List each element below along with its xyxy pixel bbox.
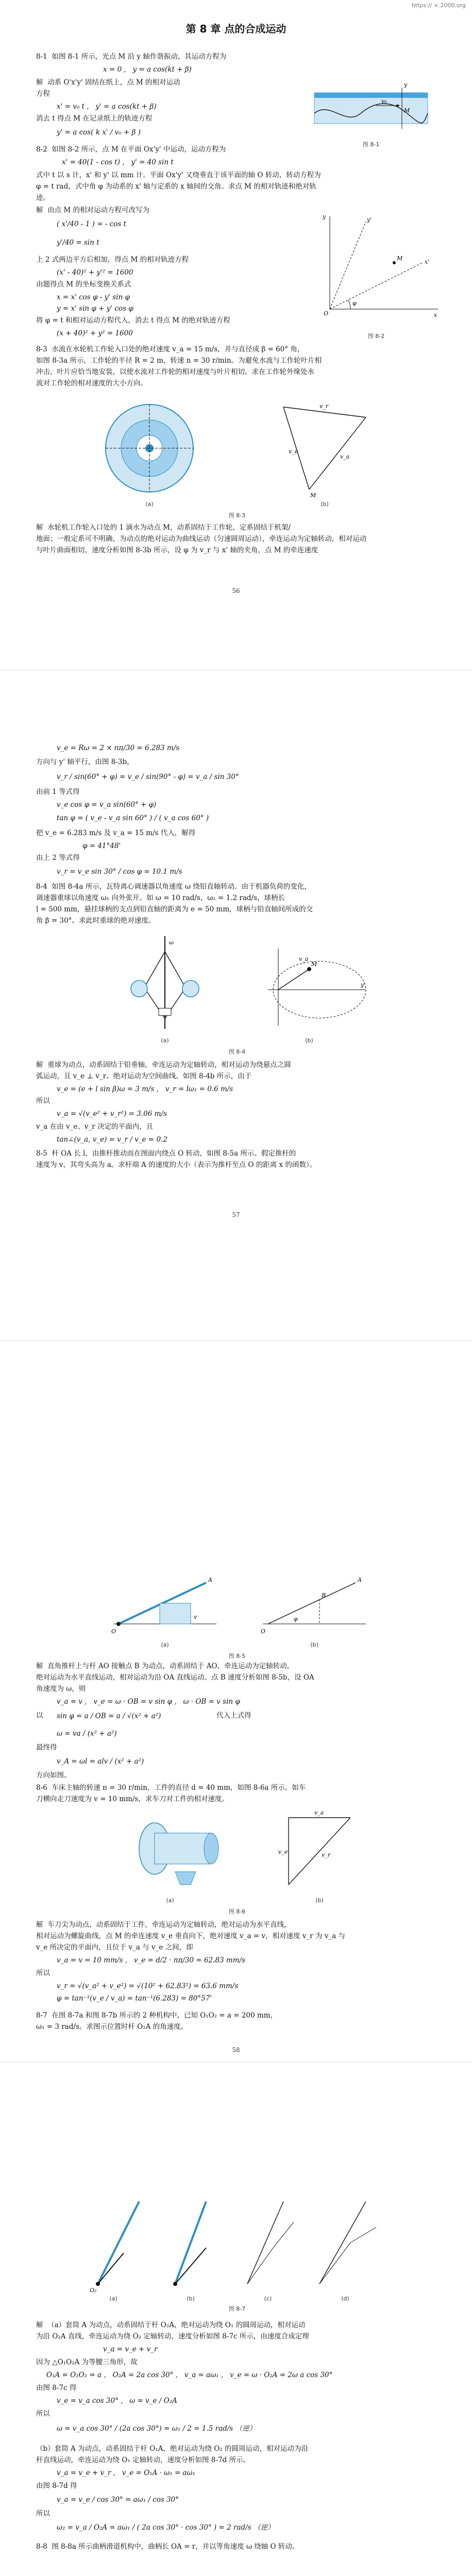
equation: v_e = v_a cos 30° , ω = v_e / O₂A <box>57 2397 177 2405</box>
equation: ( x'/40 - 1 ) = - cos t <box>57 220 126 228</box>
svg-text:y: y <box>404 81 408 88</box>
text-line: 角 β = 30°。求此时重球的绝对速度。 <box>36 917 156 925</box>
solution-text: （b）套筒 A 为动点，动系固结于杆 O₁A，绝对运动为绕 O₂ 的圆周运动，相对运动为沿 <box>36 2445 309 2453</box>
svg-text:y: y <box>323 213 326 220</box>
equation: x = 0 , y = a cos(kt + β) <box>103 65 192 74</box>
text-line: 由上 2 等式得 <box>36 854 80 862</box>
svg-text:A: A <box>208 1577 212 1583</box>
equation: v_a = v = 10 mm/s , v_e = d/2 · nπ/30 = 62.83 mm/s <box>57 1956 245 1964</box>
text-line: 与叶片曲面相切，速度分析如图 8-3b 所示，设 φ 为 v_r 与 x' 轴的夹角，点 M 的牵连速度 <box>36 546 318 554</box>
figure-8-4b <box>247 938 371 1031</box>
text-line: v_a 在由 v_e、v_r 决定的平面内，且 <box>36 1123 153 1131</box>
problem-8-3: 8-3 水流在水轮机工作轮入口处的绝对速度 v_a = 15 m/s，并与直径成 β = 60° 角， <box>36 345 305 353</box>
equation: v_r = v_e sin 30° / cos φ = 10.1 m/s <box>57 868 182 876</box>
equation: v_a = v_e + v_r , v_e = O₁A · ω₁ = aω₁ <box>57 2469 196 2477</box>
problem-8-1: 8-1 如图 8-1 所示，光点 M 沿 y 轴作谐振动，其运动方程为 <box>36 53 227 61</box>
caption-sub: (a) <box>161 1037 169 1044</box>
equation: ω₂ = v_a / O₂A = aω₁ / ( 2a cos 30° · cos 30° ) = 2 rad/s （逆） <box>57 2523 275 2532</box>
svg-text:O₂: O₂ <box>90 2287 97 2294</box>
text-line: 方程 <box>36 90 50 98</box>
problem-8-5: 8-5 杆 OA 长 l，由推杆推动而在图面内绕点 O 转动，如图 8-5a 所示。假定推杆的 <box>36 1149 296 1158</box>
svg-text:ω: ω <box>169 939 174 946</box>
problem-8-4: 8-4 如图 8-4a 所示，瓦特离心调速器以角速度 ω 绕铅直轴转动。由于机器负荷的变化， <box>36 883 311 891</box>
equation: v_e cos φ = v_a sin(60° + φ) <box>57 801 157 809</box>
caption-sub: (a) <box>145 501 154 507</box>
text-line: 最终得 <box>36 1743 57 1752</box>
text-line: 消去 t 得点 M 在记录纸上的轨迹方程 <box>36 114 153 123</box>
solution-text: 解 动系 O'x'y' 固结在纸上，点 M 的相对运动 <box>36 78 180 87</box>
caption-sub: (c) <box>264 2295 272 2302</box>
equation: v_a = √(v_e² + v_r²) = 3.06 m/s <box>57 1110 167 1118</box>
figure-8-2 <box>309 206 443 330</box>
figure-8-6b <box>268 1807 371 1895</box>
page-1 <box>0 0 472 670</box>
svg-text:v_a: v_a <box>299 956 309 962</box>
text-line: 角速度为 ω，则 <box>36 1685 86 1693</box>
equation: v_r = √(v_a² + v_e²) = √(10² + 62.83²) = 63.6 mm/s <box>57 1982 239 1990</box>
solution-text: 解 直角推杆上与杆 AO 接触点 B 为动点，动系固结于 AO，牵连运动为定轴转动， <box>36 1662 294 1670</box>
svg-text:x': x' <box>425 259 430 265</box>
figure-8-3a <box>82 397 216 500</box>
page-number: 56 <box>232 587 240 595</box>
svg-text:M: M <box>311 961 317 968</box>
text-line: 刀横向走刀速度为 v = 10 mm/s，求车刀对工件的相对速度。 <box>36 1795 229 1803</box>
svg-text:v: v <box>194 1614 197 1620</box>
equation: (x + 40)² + y² = 1600 <box>57 329 133 337</box>
equation: y' = a cos( k x' / v₀ + β ) <box>57 128 141 137</box>
svg-text:v_r: v_r <box>319 403 328 410</box>
caption-sub: (b) <box>310 1641 318 1648</box>
text-line: 迹。 <box>36 194 50 202</box>
caption-sub: (a) <box>109 2295 117 2302</box>
svg-text:y': y' <box>367 216 372 223</box>
text-line: 代入上式得 <box>216 1711 251 1720</box>
text-line: φ = t rad，式中角 φ 为动系的 x' 轴与定系的 x 轴间的交角。求点 M 的相对轨迹和绝对轨 <box>36 182 316 191</box>
equation: y = x' sin φ + y' cos φ <box>57 304 133 313</box>
equation: φ = tan⁻¹(v_e / v_a) = tan⁻¹(6.283) = 80°57' <box>57 1994 212 2003</box>
watermark: https:// ×.2000.org <box>411 2 466 9</box>
text-line: 所以 <box>36 2510 50 2518</box>
text-line: 由题得点 M 的坐标变换关系式 <box>36 280 131 289</box>
caption-sub: (b) <box>305 1037 313 1044</box>
caption-sub: (d) <box>341 2295 349 2302</box>
svg-text:O: O <box>324 310 329 317</box>
caption-sub: (b) <box>321 501 329 507</box>
caption: 图 8-5 <box>228 1653 246 1659</box>
svg-text:A: A <box>358 1577 362 1583</box>
text-line: l = 500 mm，悬挂球柄的支点到铅直轴的距离为 e = 50 mm，球柄与铅直轴间所成的交 <box>36 905 313 913</box>
caption-sub: (b) <box>315 1897 324 1904</box>
text-line: 为沿 O₂A 直线，牵连运动为绕 O₂ 定轴转动，速度分析如图 8-7c 所示，由速度合成定理 <box>36 2332 309 2341</box>
text-line: 流对工作轮的相对速度的大小方向。 <box>36 379 147 387</box>
figure-8-3b <box>268 397 381 500</box>
text-line: 杆直线运动，牵连运动为绕 O₁ 定轴转动，速度分析如图 8-7d 所示。 <box>36 2456 250 2464</box>
caption: 图 8-4 <box>228 1048 246 1055</box>
chapter-title: 第 8 章 点的合成运动 <box>186 23 286 35</box>
text-line: 由图 8-7d 得 <box>36 2482 77 2490</box>
equation: ω = v_a cos 30° / (2a cos 30°) = ω₁ / 2 = 1.5 rad/s （逆） <box>57 2425 256 2433</box>
text-line: 所以 <box>36 1969 50 1977</box>
svg-text:M: M <box>310 492 316 499</box>
svg-text:v_a: v_a <box>314 1809 324 1816</box>
figure-8-1 <box>309 77 433 139</box>
svg-text:x: x <box>434 312 437 318</box>
figure-8-5b <box>252 1567 376 1639</box>
page-4 <box>0 2062 472 2576</box>
equation: ω = va / (x² + a²) <box>57 1730 117 1738</box>
text-line: 上 2 式两边平方后相加，得点 M 的相对轨迹方程 <box>36 256 189 264</box>
svg-text:M: M <box>397 255 403 262</box>
text-line: 方向如图。 <box>36 1771 71 1780</box>
equation: v_a = v_e + v_r <box>103 2345 158 2353</box>
solution-text: 解 重球为动点，动系固结于铅垂轴，牵连运动为定轴转动，相对运动为绕悬点之圆 <box>36 1061 291 1069</box>
equation: v_A = ωl = alv / (x² + a²) <box>57 1757 144 1766</box>
svg-text:v_e: v_e <box>278 1849 288 1855</box>
svg-text:φ: φ <box>352 300 357 307</box>
solution-text: 解 （a）套筒 A 为动点，动系固结于杆 O₂A，绝对运动为绕 O₁ 的圆周运动，相对运动 <box>36 2321 306 2329</box>
caption-sub: (a) <box>161 1641 169 1648</box>
equation: O₁A = O₁O₂ = a , O₂A = 2a cos 30° , v_a = aω₁ , v_e = ω · O₂A = 2ω a cos 30° <box>46 2371 333 2379</box>
svg-text:φ: φ <box>294 1616 298 1622</box>
svg-text:B: B <box>322 1592 326 1599</box>
caption-sub: (a) <box>166 1897 174 1904</box>
text-line: v_e 所决定的平面内，且位于 v_a 与 v_e 之间，即 <box>36 1943 193 1952</box>
text-line: 弧运动，且 v_e ⊥ v_r。绝对运动为空间曲线。如图 8-4b 所示，由于 <box>36 1072 252 1080</box>
equation: x' = 40(1 - cos t) , y' = 40 sin t <box>62 158 174 166</box>
equation: x' = v₀ t , y' = a cos(kt + β) <box>57 103 157 111</box>
page-3 <box>0 1341 472 2010</box>
text-line: 将 φ = t 和相对运动方程代入，消去 t 得点 M 的绝对轨迹方程 <box>36 316 230 325</box>
solution-text: 解 由点 M 的相对运动方程可改写为 <box>36 206 149 214</box>
caption: 图 8-7 <box>228 2306 246 2312</box>
equation: x = x' cos φ - y' sin φ <box>57 293 130 301</box>
svg-text:v₀: v₀ <box>381 98 387 105</box>
text-line: 所以 <box>36 2410 50 2418</box>
page-number: 58 <box>232 2046 240 2054</box>
caption: 图 8-6 <box>228 1908 246 1915</box>
svg-text:v_e: v_e <box>289 448 298 455</box>
equation: sin φ = a / OB = a / √(x² + a²) <box>57 1712 161 1720</box>
equation: v_e = (e + l sin β)ω = 3 m/s , v_r = lω₁ = 0.6 m/s <box>57 1085 233 1093</box>
equation: v_r / sin(60° + φ) = v_e / sin(90° - φ) = v_a / sin 30° <box>57 773 239 781</box>
text-line: 以 <box>36 1711 43 1720</box>
problem-8-7: 8-7 在图 8-7a 和图 8-7b 所示的 2 种机构中，已知 O₁O₂ = a = 200 mm， <box>36 2011 278 2020</box>
caption: 图 8-2 <box>367 333 385 340</box>
problem-8-6: 8-6 车床主轴的转速 n = 30 r/min，工件的直径 d = 40 mm，如图 8-6a 所示。如车 <box>36 1784 306 1792</box>
text-line: 所以 <box>36 1097 50 1105</box>
problem-8-2: 8-2 如图 8-2 所示，点 M 在平面 Ox'y' 中运动，运动方程为 <box>36 145 226 154</box>
text-line: 由前 1 等式得 <box>36 788 80 796</box>
text-line: 绝对运动为水平直线运动，相对运动为沿 OA 直线运动。点 B 速度分析如图 8-5b，设 OA <box>36 1673 314 1682</box>
equation: tan φ = ( v_e - v_a sin 60° ) / ( v_a cos 60° ) <box>57 814 209 822</box>
equation: v_e = Rω = 2 × nπ/30 = 6.283 m/s <box>57 744 180 752</box>
page-number: 57 <box>232 1211 240 1218</box>
svg-text:M: M <box>404 107 410 114</box>
text-line: 因为 △O₁O₂A 为等腰三角形，故 <box>36 2358 138 2366</box>
figure-8-7 <box>77 2191 397 2294</box>
caption: 图 8-1 <box>362 141 380 148</box>
equation: (x' - 40)² + y'² = 1600 <box>57 268 133 277</box>
caption: 图 8-3 <box>228 512 246 519</box>
text-line: 由图 8-7c 得 <box>36 2384 77 2392</box>
svg-text:v_a: v_a <box>340 453 350 460</box>
text-line: 冲击，叶片应恰当地安装，以使水流对工作轮的相对速度与叶片相切。求在工作轮外缘处水 <box>36 368 314 376</box>
figure-8-5a <box>103 1567 227 1639</box>
text-line: 调速器重球以角速度 ω₁ 向外张开。如 ω = 10 rad/s，ω₁ = 1.2 rad/s，球柄长 <box>36 894 285 902</box>
text-line: 速度为 v，其弯头高为 a。求杆端 A 的速度的大小（表示为推杆至点 O 的距离 x 的函数）。 <box>36 1161 317 1169</box>
text-line: 如图 8-3a 所示，工作轮的半径 R = 2 m，转速 n = 30 r/min。为避免水流与工作轮叶片相 <box>36 357 322 365</box>
figure-8-6a <box>113 1807 227 1895</box>
text-line: 方向与 y' 轴平行，由图 8-3b， <box>36 758 134 766</box>
equation: v_a = v , v_e = ω · OB = v sin φ , ω · OB = v sin φ <box>57 1698 240 1706</box>
text-line: ω₁ = 3 rad/s。求图示位置时杆 O₂A 的角速度。 <box>36 2023 188 2031</box>
solution-text: 解 车刀尖为动点，动系固结于工件，牵连运动为定轴转动，绝对运动为水平直线， <box>36 1921 291 1929</box>
svg-text:O: O <box>261 1628 266 1635</box>
text-line: 把 v_e = 6.283 m/s 及 v_a = 15 m/s 代入，解得 <box>36 829 196 837</box>
figure-8-4a <box>113 931 216 1034</box>
svg-text:v_r: v_r <box>322 1852 330 1858</box>
equation: φ = 41°48' <box>82 842 121 850</box>
solution-text: 解 水轮机工作轮入口处的 1 滴水为动点 M，动系固结于工作轮，定系固结于机架/ <box>36 523 291 532</box>
page-3-tail <box>0 2010 472 2062</box>
svg-text:y': y' <box>361 981 366 988</box>
problem-8-8: 8-8 图 8-8a 所示曲柄滑道机构中，曲柄长 OA = r，并以等角速度 ω 绕轴 O 转动。 <box>36 2543 299 2551</box>
page-2 <box>0 670 472 1340</box>
text-line: 地面；一般定系可不明确，为动点的绝对运动为曲线运动（匀速圆周运动），牵连运动为定轴转动，相对运动 <box>36 535 367 543</box>
caption-sub: (b) <box>187 2295 195 2302</box>
svg-text:O: O <box>111 1628 116 1635</box>
text-line: 相对运动为螺旋曲线，点 M 的牵连速度 v_e 垂直向下，绝对速度 v_a = v，相对速度 v_r 为 v_a 与 <box>36 1932 346 1940</box>
equation: y'/40 = sin t <box>57 239 99 247</box>
equation: tan∠(v_a, v_e) = v_r / v_e = 0.2 <box>57 1136 167 1144</box>
equation: v_a = v_e / cos 30° = aω₁ / cos 30° <box>57 2496 179 2504</box>
text-line: 式中 t 以 s 计，x' 和 y' 以 mm 计。平面 Ox'y' 又绕垂直于该平面的轴 O 转动，转动方程为 <box>36 171 321 179</box>
